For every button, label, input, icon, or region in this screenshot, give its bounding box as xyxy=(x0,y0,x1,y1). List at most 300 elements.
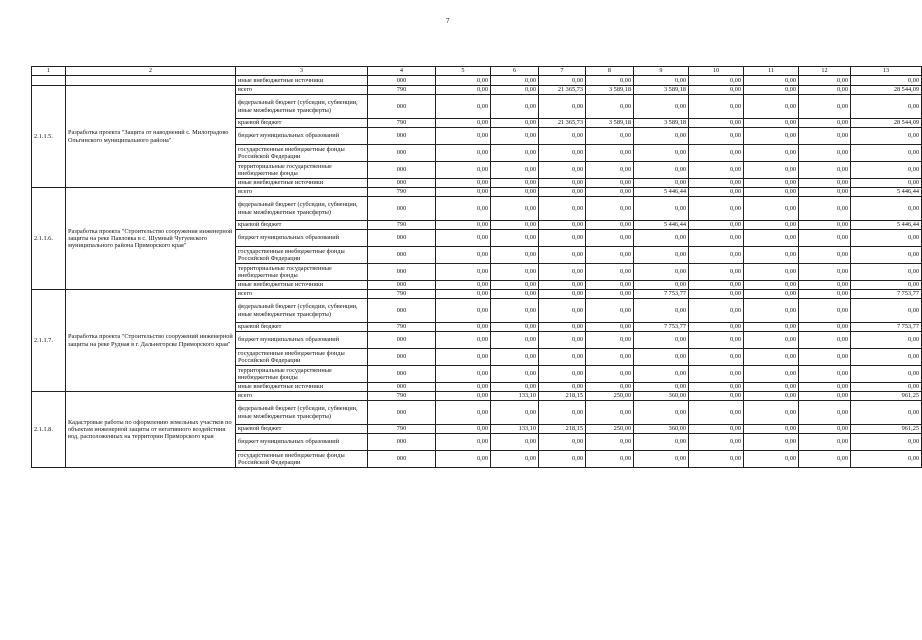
value-cell: 0,00 xyxy=(799,281,851,290)
value-cell: 0,00 xyxy=(491,128,539,145)
value-cell: 0,00 xyxy=(799,179,851,188)
value-cell: 0,00 xyxy=(744,349,799,366)
source-cell: всего xyxy=(236,290,368,299)
value-cell: 0,00 xyxy=(539,401,586,425)
value-cell: 0,00 xyxy=(851,332,922,349)
kbk-cell: 790 xyxy=(368,221,436,230)
value-cell: 0,00 xyxy=(851,247,922,264)
value-cell: 0,00 xyxy=(586,281,634,290)
value-cell: 0,00 xyxy=(539,434,586,451)
value-cell: 0,00 xyxy=(634,179,689,188)
kbk-cell: 000 xyxy=(368,349,436,366)
value-cell: 0,00 xyxy=(851,434,922,451)
source-cell: федеральный бюджет (субсидии, субвенции, иные межбюджетные трансферты) xyxy=(236,401,368,425)
value-cell: 0,00 xyxy=(744,290,799,299)
value-cell: 0,00 xyxy=(744,332,799,349)
value-cell: 3 589,18 xyxy=(634,86,689,95)
value-cell: 0,00 xyxy=(689,290,744,299)
value-cell: 0,00 xyxy=(634,451,689,468)
column-header: 1 xyxy=(32,67,66,76)
header-row xyxy=(32,67,922,76)
value-cell: 0,00 xyxy=(491,86,539,95)
value-cell: 0,00 xyxy=(634,264,689,281)
value-cell: 0,00 xyxy=(799,128,851,145)
value-cell: 0,00 xyxy=(586,247,634,264)
budget-table xyxy=(31,66,922,468)
value-cell: 0,00 xyxy=(634,299,689,323)
value-cell: 0,00 xyxy=(689,332,744,349)
value-cell: 0,00 xyxy=(539,179,586,188)
value-cell: 0,00 xyxy=(436,188,491,197)
kbk-cell: 790 xyxy=(368,188,436,197)
column-header: 10 xyxy=(689,67,744,76)
section-code: 2.1.1.6. xyxy=(32,188,66,290)
value-cell: 0,00 xyxy=(689,247,744,264)
value-cell: 0,00 xyxy=(586,366,634,383)
kbk-cell: 000 xyxy=(368,434,436,451)
value-cell: 0,00 xyxy=(586,323,634,332)
value-cell: 250,00 xyxy=(586,392,634,401)
value-cell: 0,00 xyxy=(744,162,799,179)
value-cell: 0,00 xyxy=(436,145,491,162)
value-cell: 0,00 xyxy=(799,366,851,383)
value-cell: 0,00 xyxy=(744,86,799,95)
value-cell: 0,00 xyxy=(586,349,634,366)
kbk-cell: 000 xyxy=(368,332,436,349)
source-cell: иные внебюджетные источники xyxy=(236,383,368,392)
source-cell: иные внебюджетные источники xyxy=(236,281,368,290)
source-cell: федеральный бюджет (субсидии, субвенции, иные межбюджетные трансферты) xyxy=(236,95,368,119)
value-cell: 0,00 xyxy=(586,230,634,247)
kbk-cell: 000 xyxy=(368,281,436,290)
kbk-cell: 790 xyxy=(368,290,436,299)
page-number: 7 xyxy=(446,17,450,25)
value-cell: 0,00 xyxy=(799,76,851,86)
value-cell: 0,00 xyxy=(539,76,586,86)
value-cell: 0,00 xyxy=(799,197,851,221)
source-cell: всего xyxy=(236,86,368,95)
value-cell: 0,00 xyxy=(491,451,539,468)
value-cell: 0,00 xyxy=(491,383,539,392)
column-header: 12 xyxy=(799,67,851,76)
value-cell: 0,00 xyxy=(586,179,634,188)
source-cell: федеральный бюджет (субсидии, субвенции, иные межбюджетные трансферты) xyxy=(236,197,368,221)
table-row xyxy=(32,392,922,401)
kbk-cell: 000 xyxy=(368,247,436,264)
source-cell: государственные внебюджетные фонды Российской Федерации xyxy=(236,451,368,468)
value-cell: 0,00 xyxy=(634,230,689,247)
value-cell: 0,00 xyxy=(799,323,851,332)
value-cell: 0,00 xyxy=(851,128,922,145)
value-cell: 0,00 xyxy=(539,451,586,468)
value-cell: 3 589,18 xyxy=(634,119,689,128)
value-cell: 0,00 xyxy=(491,349,539,366)
value-cell: 0,00 xyxy=(744,425,799,434)
value-cell: 0,00 xyxy=(634,76,689,86)
kbk-cell: 000 xyxy=(368,451,436,468)
value-cell: 218,15 xyxy=(539,425,586,434)
source-cell: федеральный бюджет (субсидии, субвенции, иные межбюджетные трансферты) xyxy=(236,299,368,323)
value-cell: 0,00 xyxy=(851,366,922,383)
value-cell: 7 753,77 xyxy=(634,290,689,299)
value-cell: 0,00 xyxy=(799,264,851,281)
value-cell: 7 753,77 xyxy=(851,290,922,299)
value-cell: 0,00 xyxy=(539,290,586,299)
value-cell: 0,00 xyxy=(799,290,851,299)
value-cell: 0,00 xyxy=(436,290,491,299)
value-cell: 0,00 xyxy=(851,264,922,281)
value-cell: 0,00 xyxy=(851,281,922,290)
value-cell: 0,00 xyxy=(689,197,744,221)
value-cell: 0,00 xyxy=(539,230,586,247)
value-cell: 0,00 xyxy=(586,299,634,323)
value-cell: 0,00 xyxy=(491,197,539,221)
column-header: 8 xyxy=(586,67,634,76)
column-header: 2 xyxy=(66,67,236,76)
value-cell: 0,00 xyxy=(539,162,586,179)
value-cell: 0,00 xyxy=(799,332,851,349)
value-cell: 0,00 xyxy=(436,425,491,434)
source-cell: иные внебюджетные источники xyxy=(236,76,368,86)
value-cell: 0,00 xyxy=(491,290,539,299)
value-cell: 0,00 xyxy=(851,179,922,188)
value-cell: 133,10 xyxy=(491,392,539,401)
section-code: 2.1.1.5. xyxy=(32,86,66,188)
value-cell: 0,00 xyxy=(436,332,491,349)
value-cell: 0,00 xyxy=(491,434,539,451)
table-row xyxy=(32,290,922,299)
value-cell: 0,00 xyxy=(689,349,744,366)
value-cell: 0,00 xyxy=(436,197,491,221)
value-cell: 0,00 xyxy=(586,76,634,86)
value-cell: 0,00 xyxy=(744,366,799,383)
value-cell: 0,00 xyxy=(586,290,634,299)
value-cell: 3 589,18 xyxy=(586,86,634,95)
value-cell: 3 589,18 xyxy=(586,119,634,128)
value-cell: 0,00 xyxy=(689,401,744,425)
section-name: Разработка проекта "Строительство сооружения инженерной защиты на реке Павловка в с. Шумный Чугуевского муниципального района Приморского края" xyxy=(66,188,236,290)
source-cell: территориальные государственные внебюджетные фонды xyxy=(236,264,368,281)
value-cell: 0,00 xyxy=(436,221,491,230)
section-name: Кадастровые работы по оформлению земельных участков по объектам инженерной защиты от негативного воздействия вод, расположенных на территории Приморского края xyxy=(66,392,236,468)
value-cell: 0,00 xyxy=(539,281,586,290)
section-code: 2.1.1.8. xyxy=(32,392,66,468)
column-header: 9 xyxy=(634,67,689,76)
value-cell: 0,00 xyxy=(634,332,689,349)
value-cell: 0,00 xyxy=(634,401,689,425)
value-cell: 0,00 xyxy=(586,188,634,197)
value-cell: 0,00 xyxy=(586,162,634,179)
table-row xyxy=(32,86,922,95)
kbk-cell: 000 xyxy=(368,230,436,247)
value-cell: 0,00 xyxy=(689,366,744,383)
source-cell: территориальные государственные внебюджетные фонды xyxy=(236,366,368,383)
value-cell: 0,00 xyxy=(744,188,799,197)
value-cell: 28 544,09 xyxy=(851,119,922,128)
value-cell: 0,00 xyxy=(634,383,689,392)
value-cell: 0,00 xyxy=(689,95,744,119)
value-cell: 0,00 xyxy=(689,451,744,468)
value-cell: 0,00 xyxy=(491,264,539,281)
column-header: 13 xyxy=(851,67,922,76)
value-cell: 0,00 xyxy=(436,349,491,366)
value-cell: 0,00 xyxy=(436,179,491,188)
kbk-cell: 790 xyxy=(368,392,436,401)
value-cell: 0,00 xyxy=(799,221,851,230)
value-cell: 0,00 xyxy=(689,264,744,281)
value-cell: 0,00 xyxy=(851,95,922,119)
value-cell: 0,00 xyxy=(586,197,634,221)
source-cell: краевой бюджет xyxy=(236,425,368,434)
value-cell: 0,00 xyxy=(689,425,744,434)
value-cell: 0,00 xyxy=(539,383,586,392)
value-cell: 0,00 xyxy=(634,366,689,383)
value-cell: 0,00 xyxy=(634,162,689,179)
table-body xyxy=(32,67,922,468)
value-cell: 0,00 xyxy=(689,383,744,392)
value-cell: 0,00 xyxy=(689,392,744,401)
value-cell: 0,00 xyxy=(689,179,744,188)
source-cell: всего xyxy=(236,392,368,401)
source-cell: краевой бюджет xyxy=(236,221,368,230)
value-cell: 0,00 xyxy=(491,247,539,264)
value-cell: 0,00 xyxy=(586,95,634,119)
value-cell: 0,00 xyxy=(851,230,922,247)
table-row xyxy=(32,188,922,197)
value-cell: 0,00 xyxy=(799,434,851,451)
code-cell xyxy=(32,76,66,86)
value-cell: 0,00 xyxy=(586,434,634,451)
section-code: 2.1.1.7. xyxy=(32,290,66,392)
kbk-cell: 790 xyxy=(368,86,436,95)
value-cell: 21 365,73 xyxy=(539,86,586,95)
value-cell: 0,00 xyxy=(436,230,491,247)
value-cell: 0,00 xyxy=(851,349,922,366)
value-cell: 0,00 xyxy=(491,179,539,188)
value-cell: 0,00 xyxy=(491,188,539,197)
value-cell: 0,00 xyxy=(744,323,799,332)
value-cell: 0,00 xyxy=(744,383,799,392)
value-cell: 961,25 xyxy=(851,392,922,401)
value-cell: 0,00 xyxy=(744,401,799,425)
value-cell: 0,00 xyxy=(851,162,922,179)
value-cell: 0,00 xyxy=(799,401,851,425)
value-cell: 0,00 xyxy=(491,401,539,425)
kbk-cell: 000 xyxy=(368,383,436,392)
value-cell: 5 446,44 xyxy=(851,188,922,197)
source-cell: краевой бюджет xyxy=(236,323,368,332)
source-cell: государственные внебюджетные фонды Российской Федерации xyxy=(236,247,368,264)
value-cell: 0,00 xyxy=(491,95,539,119)
value-cell: 0,00 xyxy=(539,332,586,349)
kbk-cell: 000 xyxy=(368,128,436,145)
source-cell: бюджет муниципальных образований xyxy=(236,332,368,349)
value-cell: 0,00 xyxy=(634,145,689,162)
value-cell: 0,00 xyxy=(436,299,491,323)
value-cell: 0,00 xyxy=(851,197,922,221)
value-cell: 0,00 xyxy=(799,162,851,179)
value-cell: 0,00 xyxy=(799,299,851,323)
value-cell: 0,00 xyxy=(689,188,744,197)
kbk-cell: 000 xyxy=(368,179,436,188)
value-cell: 0,00 xyxy=(436,247,491,264)
value-cell: 0,00 xyxy=(436,383,491,392)
value-cell: 0,00 xyxy=(689,230,744,247)
value-cell: 0,00 xyxy=(539,299,586,323)
column-header: 11 xyxy=(744,67,799,76)
value-cell: 0,00 xyxy=(586,451,634,468)
value-cell: 0,00 xyxy=(799,392,851,401)
value-cell: 0,00 xyxy=(689,119,744,128)
value-cell: 0,00 xyxy=(436,128,491,145)
kbk-cell: 000 xyxy=(368,95,436,119)
value-cell: 0,00 xyxy=(491,76,539,86)
kbk-cell: 000 xyxy=(368,401,436,425)
value-cell: 0,00 xyxy=(744,299,799,323)
value-cell: 0,00 xyxy=(851,383,922,392)
value-cell: 0,00 xyxy=(744,179,799,188)
value-cell: 0,00 xyxy=(799,247,851,264)
value-cell: 0,00 xyxy=(436,281,491,290)
value-cell: 0,00 xyxy=(491,366,539,383)
value-cell: 0,00 xyxy=(689,221,744,230)
value-cell: 0,00 xyxy=(436,86,491,95)
value-cell: 0,00 xyxy=(744,221,799,230)
value-cell: 28 544,09 xyxy=(851,86,922,95)
value-cell: 0,00 xyxy=(436,119,491,128)
column-header: 4 xyxy=(368,67,436,76)
value-cell: 0,00 xyxy=(689,434,744,451)
kbk-cell: 790 xyxy=(368,425,436,434)
value-cell: 5 446,44 xyxy=(634,221,689,230)
value-cell: 0,00 xyxy=(539,221,586,230)
value-cell: 0,00 xyxy=(539,323,586,332)
value-cell: 5 446,44 xyxy=(851,221,922,230)
value-cell: 0,00 xyxy=(744,247,799,264)
value-cell: 0,00 xyxy=(744,128,799,145)
value-cell: 7 753,77 xyxy=(634,323,689,332)
value-cell: 0,00 xyxy=(689,128,744,145)
value-cell: 0,00 xyxy=(689,76,744,86)
source-cell: государственные внебюджетные фонды Российской Федерации xyxy=(236,145,368,162)
value-cell: 21 365,73 xyxy=(539,119,586,128)
value-cell: 0,00 xyxy=(851,145,922,162)
value-cell: 0,00 xyxy=(491,162,539,179)
value-cell: 0,00 xyxy=(744,230,799,247)
value-cell: 0,00 xyxy=(586,221,634,230)
value-cell: 0,00 xyxy=(744,197,799,221)
value-cell: 0,00 xyxy=(436,95,491,119)
value-cell: 961,25 xyxy=(851,425,922,434)
value-cell: 0,00 xyxy=(491,119,539,128)
source-cell: бюджет муниципальных образований xyxy=(236,128,368,145)
column-header: 5 xyxy=(436,67,491,76)
value-cell: 0,00 xyxy=(586,128,634,145)
value-cell: 0,00 xyxy=(436,392,491,401)
column-header: 3 xyxy=(236,67,368,76)
value-cell: 0,00 xyxy=(436,401,491,425)
value-cell: 0,00 xyxy=(491,299,539,323)
value-cell: 0,00 xyxy=(799,349,851,366)
value-cell: 0,00 xyxy=(744,451,799,468)
name-cell xyxy=(66,76,236,86)
value-cell: 0,00 xyxy=(799,451,851,468)
source-cell: государственные внебюджетные фонды Российской Федерации xyxy=(236,349,368,366)
value-cell: 0,00 xyxy=(539,366,586,383)
value-cell: 0,00 xyxy=(634,349,689,366)
value-cell: 0,00 xyxy=(689,86,744,95)
value-cell: 0,00 xyxy=(586,145,634,162)
value-cell: 0,00 xyxy=(491,332,539,349)
value-cell: 0,00 xyxy=(436,264,491,281)
value-cell: 0,00 xyxy=(539,128,586,145)
value-cell: 0,00 xyxy=(851,451,922,468)
value-cell: 0,00 xyxy=(799,383,851,392)
value-cell: 250,00 xyxy=(586,425,634,434)
value-cell: 0,00 xyxy=(586,332,634,349)
source-cell: краевой бюджет xyxy=(236,119,368,128)
value-cell: 0,00 xyxy=(634,197,689,221)
value-cell: 0,00 xyxy=(689,281,744,290)
value-cell: 0,00 xyxy=(744,434,799,451)
value-cell: 0,00 xyxy=(436,366,491,383)
value-cell: 0,00 xyxy=(799,188,851,197)
value-cell: 0,00 xyxy=(586,383,634,392)
value-cell: 0,00 xyxy=(799,230,851,247)
value-cell: 0,00 xyxy=(634,434,689,451)
value-cell: 7 753,77 xyxy=(851,323,922,332)
source-cell: территориальные государственные внебюджетные фонды xyxy=(236,162,368,179)
kbk-cell: 790 xyxy=(368,119,436,128)
value-cell: 0,00 xyxy=(586,401,634,425)
value-cell: 0,00 xyxy=(539,247,586,264)
value-cell: 5 446,44 xyxy=(634,188,689,197)
kbk-cell: 000 xyxy=(368,366,436,383)
value-cell: 0,00 xyxy=(851,401,922,425)
value-cell: 0,00 xyxy=(744,281,799,290)
value-cell: 0,00 xyxy=(744,145,799,162)
source-cell: иные внебюджетные источники xyxy=(236,179,368,188)
value-cell: 0,00 xyxy=(744,119,799,128)
value-cell: 0,00 xyxy=(586,264,634,281)
value-cell: 0,00 xyxy=(634,95,689,119)
value-cell: 0,00 xyxy=(491,323,539,332)
value-cell: 0,00 xyxy=(634,247,689,264)
table-row xyxy=(32,76,922,86)
kbk-cell: 790 xyxy=(368,323,436,332)
kbk-cell: 000 xyxy=(368,76,436,86)
value-cell: 0,00 xyxy=(491,281,539,290)
value-cell: 0,00 xyxy=(744,76,799,86)
value-cell: 0,00 xyxy=(744,264,799,281)
value-cell: 0,00 xyxy=(634,128,689,145)
value-cell: 360,00 xyxy=(634,392,689,401)
value-cell: 0,00 xyxy=(689,162,744,179)
source-cell: бюджет муниципальных образований xyxy=(236,434,368,451)
value-cell: 0,00 xyxy=(689,145,744,162)
section-name: Разработка проекта "Защита от наводнений с. Милоградово Ольгинского муниципального района" xyxy=(66,86,236,188)
value-cell: 0,00 xyxy=(436,434,491,451)
value-cell: 0,00 xyxy=(799,86,851,95)
value-cell: 0,00 xyxy=(539,349,586,366)
kbk-cell: 000 xyxy=(368,264,436,281)
value-cell: 0,00 xyxy=(436,451,491,468)
kbk-cell: 000 xyxy=(368,299,436,323)
value-cell: 0,00 xyxy=(436,323,491,332)
value-cell: 360,00 xyxy=(634,425,689,434)
kbk-cell: 000 xyxy=(368,197,436,221)
value-cell: 0,00 xyxy=(799,145,851,162)
